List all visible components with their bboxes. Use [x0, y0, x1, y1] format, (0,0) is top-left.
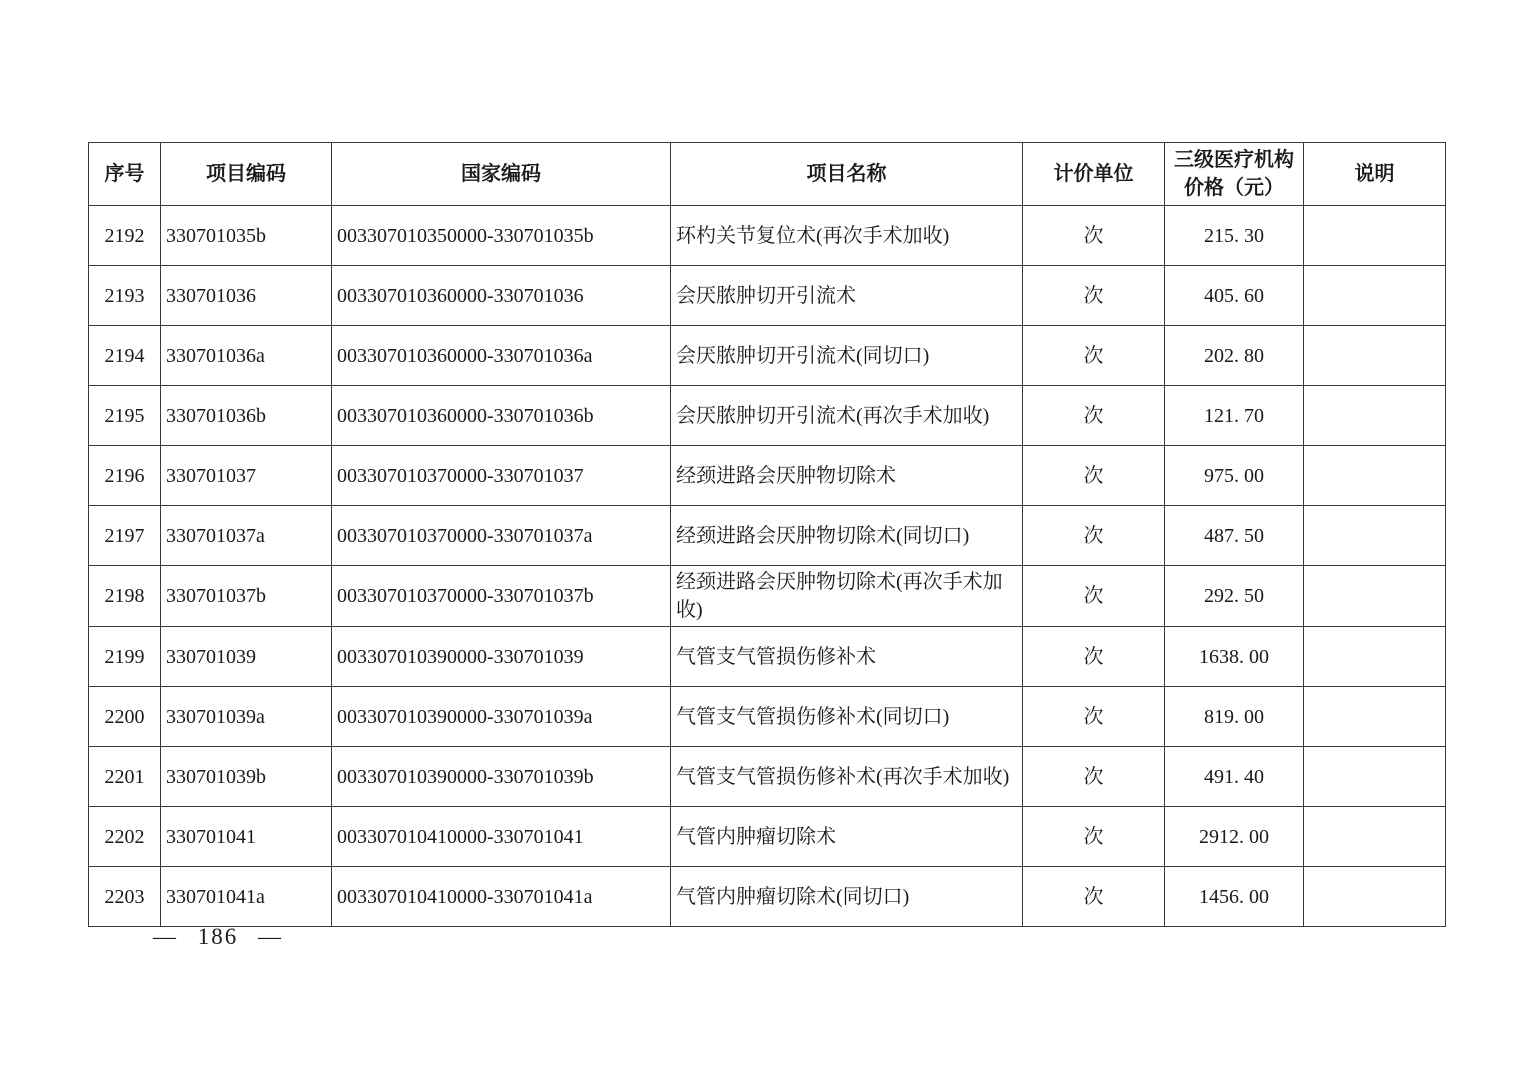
cell-price: 292. 50 — [1165, 566, 1304, 627]
cell-item_code: 330701035b — [161, 206, 332, 266]
cell-item_name: 会厌脓肿切开引流术 — [671, 266, 1023, 326]
cell-item_code: 330701039 — [161, 627, 332, 687]
price-table — [88, 142, 1446, 927]
cell-price: 215. 30 — [1165, 206, 1304, 266]
cell-national_code: 003307010370000-330701037a — [332, 506, 671, 566]
cell-unit: 次 — [1023, 326, 1165, 386]
cell-national_code: 003307010390000-330701039b — [332, 747, 671, 807]
cell-seq: 2197 — [89, 506, 161, 566]
cell-note — [1304, 747, 1446, 807]
cell-note — [1304, 206, 1446, 266]
table-body — [89, 206, 1446, 927]
cell-national_code: 003307010360000-330701036b — [332, 386, 671, 446]
cell-unit: 次 — [1023, 446, 1165, 506]
table-row — [89, 627, 1446, 687]
cell-price: 2912. 00 — [1165, 807, 1304, 867]
cell-seq: 2192 — [89, 206, 161, 266]
cell-price: 121. 70 — [1165, 386, 1304, 446]
cell-national_code: 003307010410000-330701041 — [332, 807, 671, 867]
header-row — [89, 143, 1446, 206]
cell-item_code: 330701041a — [161, 867, 332, 927]
cell-seq: 2203 — [89, 867, 161, 927]
cell-item_code: 330701036 — [161, 266, 332, 326]
cell-national_code: 003307010360000-330701036 — [332, 266, 671, 326]
cell-note — [1304, 867, 1446, 927]
cell-item_code: 330701037 — [161, 446, 332, 506]
cell-national_code: 003307010360000-330701036a — [332, 326, 671, 386]
cell-note — [1304, 506, 1446, 566]
cell-price: 975. 00 — [1165, 446, 1304, 506]
cell-item_code: 330701039a — [161, 687, 332, 747]
cell-unit: 次 — [1023, 206, 1165, 266]
cell-unit: 次 — [1023, 627, 1165, 687]
column-header-item-name: 项目名称 — [671, 143, 1023, 206]
table-row — [89, 807, 1446, 867]
table-header — [89, 143, 1446, 206]
cell-seq: 2199 — [89, 627, 161, 687]
cell-item_name: 会厌脓肿切开引流术(同切口) — [671, 326, 1023, 386]
cell-national_code: 003307010390000-330701039 — [332, 627, 671, 687]
cell-price: 491. 40 — [1165, 747, 1304, 807]
cell-seq: 2193 — [89, 266, 161, 326]
cell-item_name: 经颈进路会厌肿物切除术(再次手术加收) — [671, 566, 1023, 627]
cell-unit: 次 — [1023, 747, 1165, 807]
cell-seq: 2201 — [89, 747, 161, 807]
cell-seq: 2202 — [89, 807, 161, 867]
cell-item_code: 330701041 — [161, 807, 332, 867]
cell-unit: 次 — [1023, 867, 1165, 927]
cell-item_name: 环杓关节复位术(再次手术加收) — [671, 206, 1023, 266]
cell-item_name: 气管内肿瘤切除术(同切口) — [671, 867, 1023, 927]
cell-seq: 2194 — [89, 326, 161, 386]
column-header-item-code: 项目编码 — [161, 143, 332, 206]
table-row — [89, 206, 1446, 266]
cell-seq: 2195 — [89, 386, 161, 446]
cell-unit: 次 — [1023, 266, 1165, 326]
cell-national_code: 003307010370000-330701037b — [332, 566, 671, 627]
cell-unit: 次 — [1023, 807, 1165, 867]
cell-item_name: 会厌脓肿切开引流术(再次手术加收) — [671, 386, 1023, 446]
column-header-unit: 计价单位 — [1023, 143, 1165, 206]
cell-seq: 2198 — [89, 566, 161, 627]
cell-national_code: 003307010370000-330701037 — [332, 446, 671, 506]
cell-unit: 次 — [1023, 506, 1165, 566]
table-row — [89, 566, 1446, 627]
cell-item_name: 气管支气管损伤修补术(再次手术加收) — [671, 747, 1023, 807]
cell-item_name: 气管支气管损伤修补术(同切口) — [671, 687, 1023, 747]
cell-note — [1304, 687, 1446, 747]
cell-unit: 次 — [1023, 386, 1165, 446]
cell-note — [1304, 326, 1446, 386]
page-number: — 186 — — [153, 924, 283, 949]
column-header-note: 说明 — [1304, 143, 1446, 206]
cell-unit: 次 — [1023, 566, 1165, 627]
cell-seq: 2200 — [89, 687, 161, 747]
cell-item_name: 经颈进路会厌肿物切除术 — [671, 446, 1023, 506]
table-row — [89, 386, 1446, 446]
cell-note — [1304, 266, 1446, 326]
cell-price: 487. 50 — [1165, 506, 1304, 566]
cell-national_code: 003307010350000-330701035b — [332, 206, 671, 266]
cell-note — [1304, 386, 1446, 446]
cell-item_name: 气管内肿瘤切除术 — [671, 807, 1023, 867]
table-row — [89, 506, 1446, 566]
cell-item_name: 经颈进路会厌肿物切除术(同切口) — [671, 506, 1023, 566]
cell-item_code: 330701037b — [161, 566, 332, 627]
cell-item_code: 330701036b — [161, 386, 332, 446]
cell-note — [1304, 807, 1446, 867]
cell-note — [1304, 566, 1446, 627]
cell-price: 405. 60 — [1165, 266, 1304, 326]
cell-national_code: 003307010390000-330701039a — [332, 687, 671, 747]
cell-unit: 次 — [1023, 687, 1165, 747]
column-header-national-code: 国家编码 — [332, 143, 671, 206]
table-row — [89, 747, 1446, 807]
cell-item_code: 330701036a — [161, 326, 332, 386]
column-header-seq: 序号 — [89, 143, 161, 206]
cell-price: 819. 00 — [1165, 687, 1304, 747]
table-row — [89, 266, 1446, 326]
table-row — [89, 446, 1446, 506]
cell-note — [1304, 446, 1446, 506]
cell-price: 1456. 00 — [1165, 867, 1304, 927]
cell-item_name: 气管支气管损伤修补术 — [671, 627, 1023, 687]
cell-note — [1304, 627, 1446, 687]
table-row — [89, 867, 1446, 927]
cell-item_code: 330701039b — [161, 747, 332, 807]
cell-price: 202. 80 — [1165, 326, 1304, 386]
cell-price: 1638. 00 — [1165, 627, 1304, 687]
column-header-price: 三级医疗机构价格（元） — [1165, 143, 1304, 206]
cell-item_code: 330701037a — [161, 506, 332, 566]
cell-national_code: 003307010410000-330701041a — [332, 867, 671, 927]
table-row — [89, 326, 1446, 386]
cell-seq: 2196 — [89, 446, 161, 506]
table-row — [89, 687, 1446, 747]
